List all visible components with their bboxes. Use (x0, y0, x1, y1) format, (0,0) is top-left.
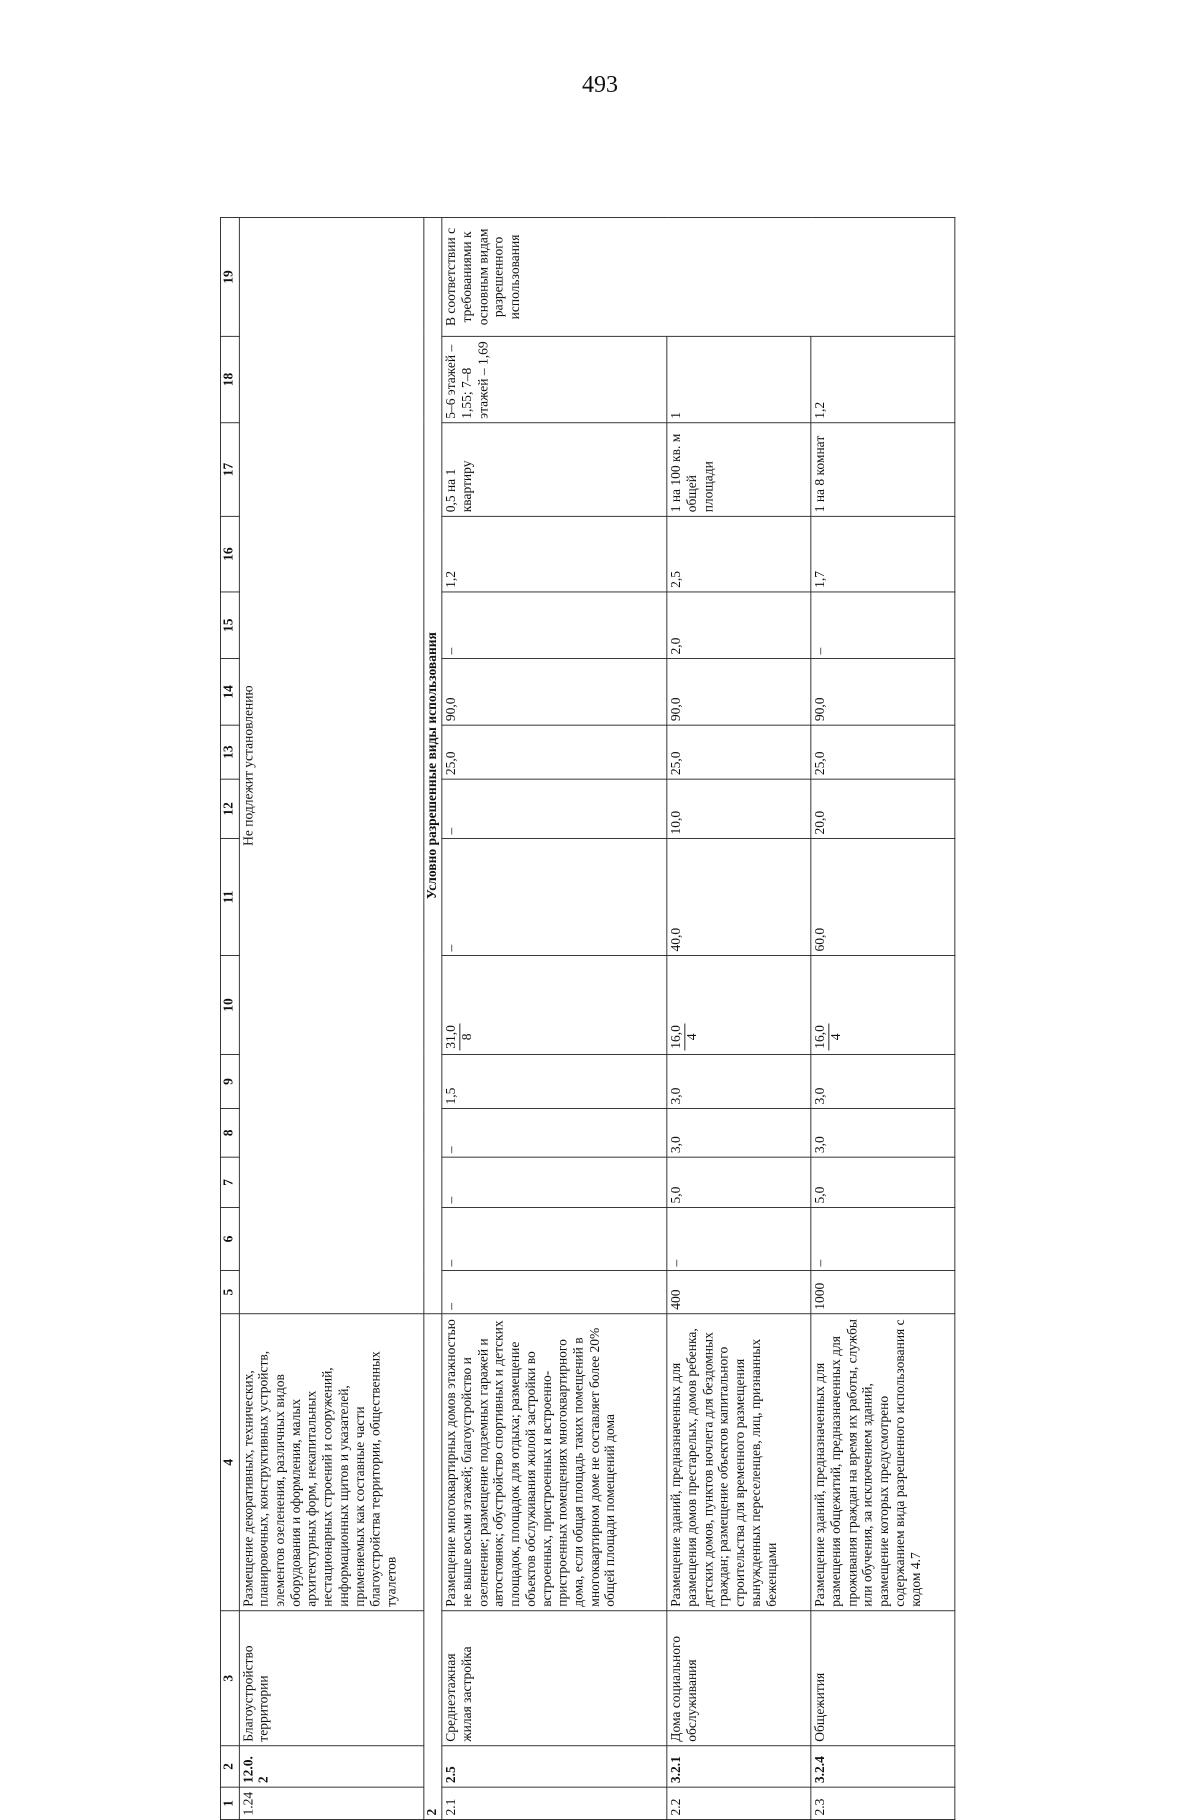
cell-11: – (442, 839, 667, 956)
col-header: 7 (220, 1157, 239, 1207)
cell-13: 25,0 (811, 725, 955, 779)
cell-5: 1000 (811, 1271, 955, 1314)
fraction-denominator: 4 (685, 1033, 700, 1041)
col-header: 2 (220, 1746, 239, 1787)
cell-14: 90,0 (442, 659, 667, 726)
cell-18: 5–6 этажей – 1,55; 7–8 этажей – 1,69 (442, 336, 667, 422)
cell-7: – (442, 1157, 667, 1207)
table-row (811, 218, 955, 1820)
cell-17: 1 на 100 кв. м общей площади (667, 423, 811, 517)
cell-13: 25,0 (442, 725, 667, 779)
cell-6: – (667, 1208, 811, 1271)
cell-10 (667, 956, 811, 1055)
cell-17: 1 на 8 комнат (811, 423, 955, 517)
cell-16: 1,2 (442, 516, 667, 592)
cell-8: – (442, 1109, 667, 1158)
cell-8: 3,0 (667, 1109, 811, 1158)
cell-15: 2,0 (667, 592, 811, 659)
col-header: 10 (220, 956, 239, 1055)
use-name: Дома социального обслуживания (667, 1611, 811, 1746)
table-row (239, 218, 423, 1820)
use-name: Среднеэтажная жилая застройка (442, 1611, 667, 1746)
cell-5: 400 (667, 1271, 811, 1314)
col-header: 6 (220, 1208, 239, 1271)
fraction-denominator: 4 (829, 1033, 844, 1041)
cell-11: 40,0 (667, 839, 811, 956)
cell-9: 1,5 (442, 1055, 667, 1109)
use-name: Общежития (811, 1611, 955, 1746)
row-number: 2.1 (442, 1787, 667, 1819)
col-header: 15 (220, 592, 239, 659)
col-header: 5 (220, 1271, 239, 1314)
fraction-numerator: 16,0 (669, 1025, 684, 1049)
cell-9: 3,0 (667, 1055, 811, 1109)
not-established-note: Не подлежит установлению (239, 218, 423, 1314)
col-header: 18 (220, 336, 239, 422)
cell-18: 1 (667, 336, 811, 422)
row-number: 2.2 (667, 1787, 811, 1819)
cell-17: 0,5 на 1 квартиру (442, 423, 667, 517)
cell-5: – (442, 1271, 667, 1314)
cell-6: – (442, 1208, 667, 1271)
cell-8: 3,0 (811, 1109, 955, 1158)
col-header: 8 (220, 1109, 239, 1158)
col-header: 12 (220, 779, 239, 838)
fraction (813, 1023, 844, 1050)
col-header: 17 (220, 423, 239, 517)
section-row (424, 218, 443, 1820)
table-row (667, 218, 811, 1820)
cell-10 (442, 956, 667, 1055)
fraction-numerator: 31,0 (444, 1025, 459, 1049)
row-number: 1.24 (239, 1787, 423, 1819)
col-header: 11 (220, 839, 239, 956)
cell-12: 20,0 (811, 779, 955, 838)
col-header: 19 (220, 218, 239, 337)
cell-15: – (442, 592, 667, 659)
fraction-denominator: 8 (460, 1033, 475, 1041)
cell-7: 5,0 (811, 1157, 955, 1207)
col-header: 1 (220, 1787, 239, 1819)
fraction (669, 1023, 700, 1050)
cell-16: 2,5 (667, 516, 811, 592)
use-code: 3.2.4 (811, 1746, 955, 1787)
cell-18: 1,2 (811, 336, 955, 422)
cell-12: – (442, 779, 667, 838)
use-name: Благоустройство территории (239, 1611, 423, 1746)
section-title: Условно разрешенные виды использования (424, 218, 443, 1314)
use-code: 12.0.2 (239, 1746, 423, 1787)
use-code: 3.2.1 (667, 1746, 811, 1787)
cell-7: 5,0 (667, 1157, 811, 1207)
use-code: 2.5 (442, 1746, 667, 1787)
use-description: Размещение декоративных, технических, планировочных, конструктивных устройств, элементов озеленения, различных видов оборудования и оформления, малых архитектурных форм, некапитальных нестационарных строений и сооружений, информационных щитов и указателей, применяемых как составные части благоустройства территории, общественных туалетов (239, 1314, 423, 1611)
col-header: 4 (220, 1314, 239, 1611)
cell-15: – (811, 592, 955, 659)
use-description: Размещение зданий, предназначенных для размещения домов престарелых, домов ребенка, детских домов, пунктов ночлега для бездомных граждан; размещение объектов капитального строительства для временного размещения вынужденных переселенцев, лиц, признанных беженцами (667, 1314, 811, 1611)
cell-9: 3,0 (811, 1055, 955, 1109)
col-header: 9 (220, 1055, 239, 1109)
cell-19: В соответствии с требованиями к основным видам разрешенного использования (442, 218, 955, 337)
cell-6: – (811, 1208, 955, 1271)
row-number: 2.3 (811, 1787, 955, 1819)
cell-16: 1,7 (811, 516, 955, 592)
use-description: Размещение зданий, предназначенных для размещения общежитий, предназначенных для проживания граждан на время их работы, службы или обучения, за исключением зданий, размещение которых предусмотрено содержанием вида разрешенного использования с кодом 4.7 (811, 1314, 955, 1611)
use-description: Размещение многоквартирных домов этажностью не выше восьми этажей; благоустройство и озеленение; размещение подземных гаражей и автостоянок; обустройство спортивных и детских площадок, площадок для отдыха; размещение объектов обслуживания жилой застройки во встроенных, пристроенных и встроенно-пристроенных помещениях многоквартирного дома, если общая площадь таких помещений в многоквартирном доме не составляет более 20% общей площади помещений дома (442, 1314, 667, 1611)
table-row (442, 218, 667, 1820)
col-header: 14 (220, 659, 239, 726)
table-wrapper (220, 227, 1012, 1820)
header-row (220, 218, 239, 1820)
page-number: 493 (582, 72, 618, 98)
fraction-numerator: 16,0 (813, 1025, 828, 1049)
cell-14: 90,0 (811, 659, 955, 726)
fraction (444, 1023, 475, 1050)
cell-10 (811, 956, 955, 1055)
cell-11: 60,0 (811, 839, 955, 956)
cell-13: 25,0 (667, 725, 811, 779)
cell-12: 10,0 (667, 779, 811, 838)
col-header: 3 (220, 1611, 239, 1746)
section-number: 2 (424, 1314, 443, 1820)
col-header: 16 (220, 516, 239, 592)
zoning-regulations-table (220, 217, 956, 1820)
cell-14: 90,0 (667, 659, 811, 726)
rotated-table-area (220, 140, 1100, 1820)
col-header: 13 (220, 725, 239, 779)
